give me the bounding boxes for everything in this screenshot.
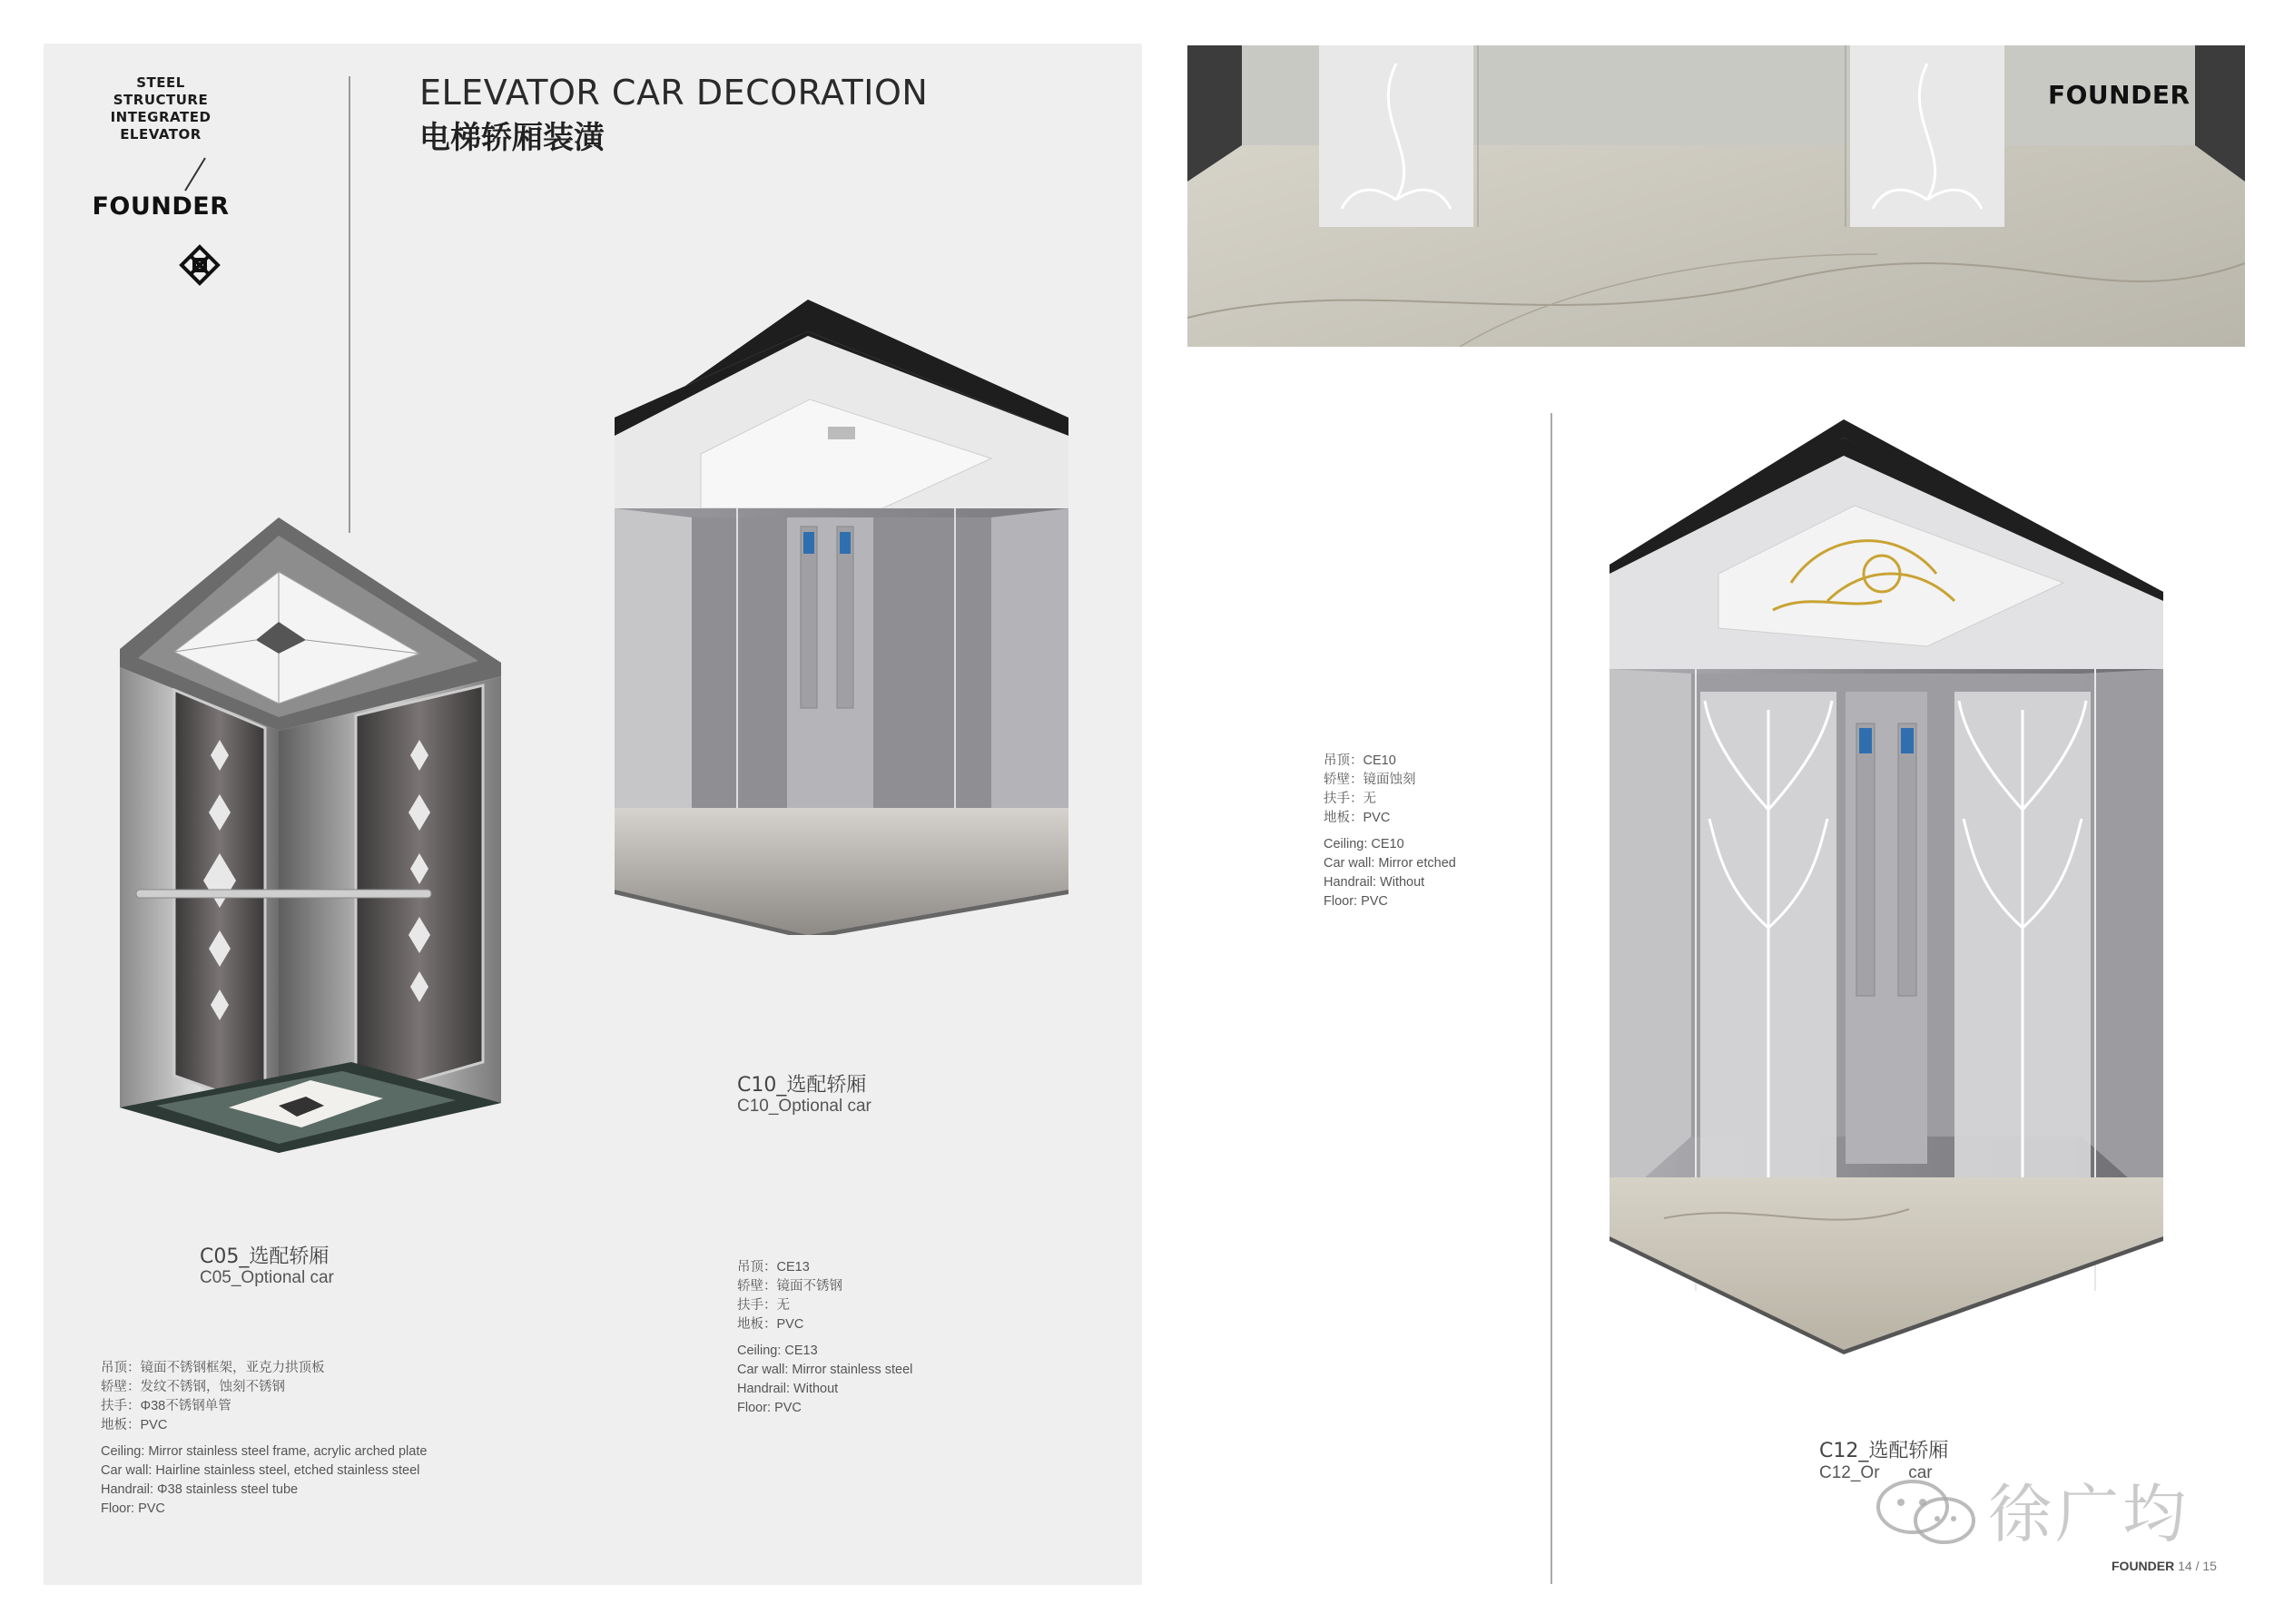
c10-spec-wall-cn: 轿壁：镜面不锈钢 [737, 1279, 842, 1294]
header-divider [349, 76, 350, 533]
c12-spec-ceiling-en: Ceiling: CE10 [1324, 837, 1404, 851]
c10-spec-ceiling-cn: 吊顶：CE13 [737, 1260, 810, 1275]
c12-spec-wall-en: Car wall: Mirror etched [1324, 856, 1456, 871]
c12-spec-handrail-en: Handrail: Without [1324, 875, 1425, 890]
c10-spec [737, 1258, 912, 1418]
brand-line-1: STEEL [136, 74, 185, 91]
c12-caption-en: C12_Or car [1819, 1463, 1933, 1482]
c12-spec-wall-cn: 轿壁：镜面蚀刻 [1324, 773, 1416, 787]
c05-caption-en: C05_Optional car [200, 1268, 334, 1287]
brand-line-2: STRUCTURE INTEGRATED [110, 92, 212, 125]
brand-subtitle [74, 74, 247, 143]
watermark-text: 徐广均 [1988, 1477, 2190, 1551]
car-c05-illustration [120, 517, 510, 1171]
c10-spec-floor-en: Floor: PVC [737, 1401, 802, 1415]
c10-spec-handrail-en: Handrail: Without [737, 1382, 839, 1396]
page-title: ELEVATOR CAR DECORATION [419, 73, 929, 113]
c12-spec-ceiling-cn: 吊顶：CE10 [1324, 753, 1396, 768]
c05-spec-floor-en: Floor: PVC [101, 1501, 165, 1516]
c10-spec-ceiling-en: Ceiling: CE13 [737, 1343, 818, 1358]
car-c10-illustration [610, 300, 1073, 935]
c05-spec-ceiling-en: Ceiling: Mirror stainless steel frame, acrylic arched plate [101, 1444, 428, 1459]
right-page-brand: FOUNDER [2048, 80, 2190, 110]
page-footer [2112, 1559, 2217, 1573]
c05-spec-wall-en: Car wall: Hairline stainless steel, etched stainless steel [101, 1463, 420, 1478]
footer-brand: FOUNDER [2112, 1559, 2175, 1573]
c10-spec-handrail-cn: 扶手：无 [737, 1298, 790, 1313]
c12-spec-handrail-cn: 扶手：无 [1324, 792, 1376, 806]
c12-caption-cn: C12_选配轿厢 [1819, 1440, 1949, 1462]
c10-caption-en: C10_Optional car [737, 1097, 871, 1116]
c05-spec-handrail-en: Handrail: Φ38 stainless steel tube [101, 1482, 299, 1497]
car-c12-illustration [1610, 419, 2168, 1354]
page-number: 14 / 15 [2178, 1559, 2217, 1573]
c12-spec-floor-cn: 地板：PVC [1324, 811, 1391, 825]
right-page-divider [1551, 413, 1552, 1584]
knot-logo-icon [178, 243, 222, 287]
c05-spec [101, 1359, 427, 1519]
page-title-cn: 电梯轿厢装潢 [419, 120, 605, 156]
c05-spec-wall-cn: 轿壁：发纹不锈钢，蚀刻不锈钢 [101, 1380, 285, 1394]
slash-divider [182, 156, 209, 192]
c10-caption-cn: C10_选配轿厢 [737, 1074, 867, 1097]
brand-line-3: ELEVATOR [120, 126, 202, 143]
c10-spec-wall-en: Car wall: Mirror stainless steel [737, 1363, 913, 1377]
c10-spec-floor-cn: 地板：PVC [737, 1317, 804, 1332]
brand-logo-text: FOUNDER [92, 192, 230, 221]
c12-spec-floor-en: Floor: PVC [1324, 894, 1388, 909]
c05-spec-floor-cn: 地板：PVC [101, 1418, 168, 1432]
c12-spec [1324, 752, 1456, 911]
c05-spec-ceiling-cn: 吊顶：镜面不锈钢框架，亚克力拱顶板 [101, 1361, 325, 1375]
wechat-watermark-icon [1872, 1475, 1981, 1548]
c05-spec-handrail-cn: 扶手：Φ38不锈钢单管 [101, 1399, 231, 1413]
c05-caption-cn: C05_选配轿厢 [200, 1245, 330, 1268]
